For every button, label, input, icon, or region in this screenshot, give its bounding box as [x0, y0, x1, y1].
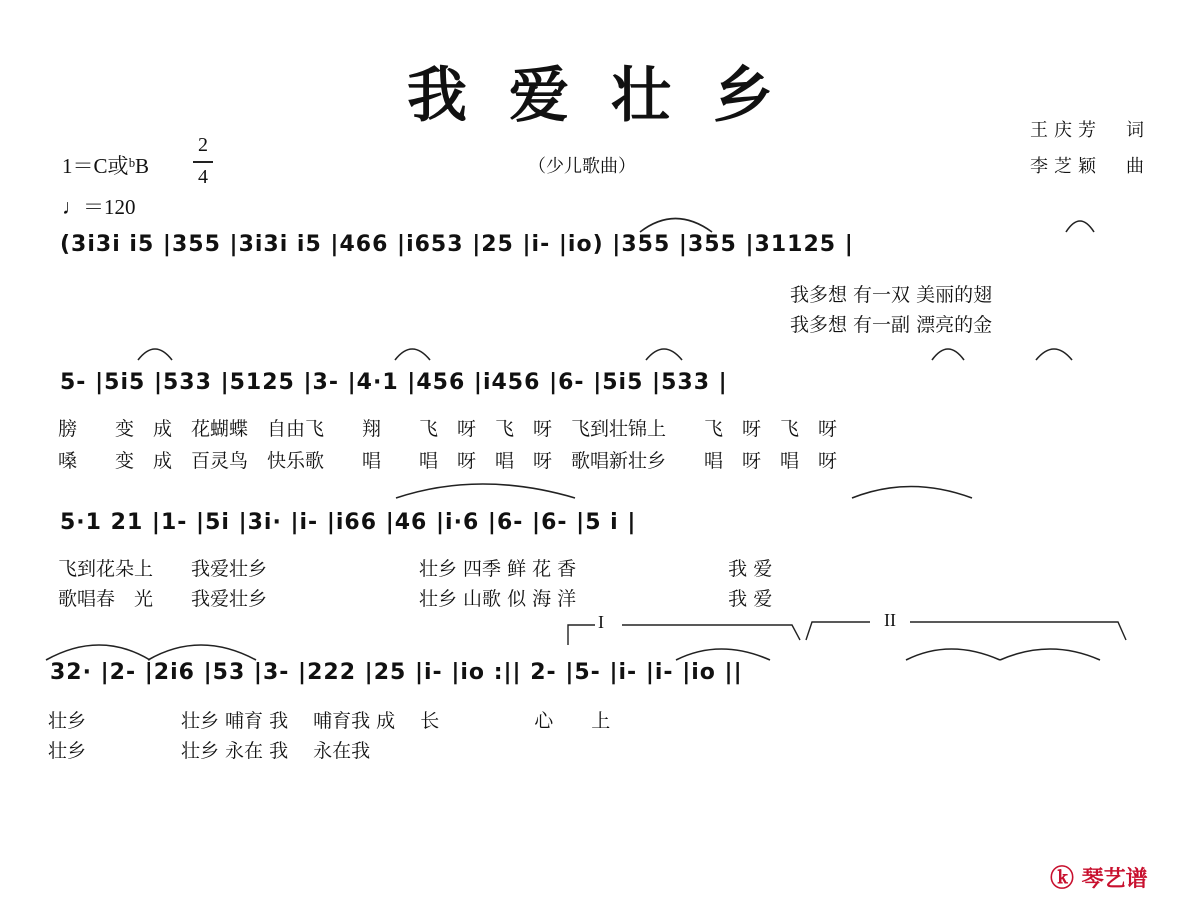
composer-credit: 李芝颖 曲	[1030, 156, 1150, 177]
time-signature-bottom: 4	[198, 166, 208, 188]
lyrics-row-2-verse-1: 膀 变 成 花蝴蝶 自由飞 翔 飞 呀 飞 呀 飞到壮锦上 飞 呀 飞 呀	[58, 418, 838, 440]
notation-row-3: 5·1 21 |1- |5i |3i· |i- |i66 |46 |i·6 |6- |6- |5 i |	[60, 510, 637, 535]
song-subtitle: （少儿歌曲）	[528, 156, 636, 177]
lyrics-row-4-verse-2: 壮乡 壮乡 永在 我 永在我	[48, 740, 371, 762]
song-title: 我爱壮乡	[407, 61, 815, 131]
watermark-logo: ⓚ 琴艺谱	[1050, 864, 1148, 892]
quarter-note-icon: ♩	[62, 195, 83, 219]
lyricist-credit: 王庆芳 词	[1030, 120, 1150, 141]
notation-row-2: 5- |5i5 |533 |5125 |3- |4·1 |456 |i456 |6- |5i5 |533 |	[60, 370, 728, 395]
tempo-marking: ♩＝120	[62, 195, 136, 219]
key-signature: 1＝C或ᵇB	[62, 154, 150, 178]
time-signature-top: 2	[198, 134, 208, 156]
lyrics-row-4-verse-1: 壮乡 壮乡 哺育 我 哺育我 成 长 心 上	[48, 710, 611, 732]
notation-row-4: 32· |2- |2i6 |53 |3- |222 |25 |i- |io :|| 2- |5- |i- |i- |io ||	[50, 660, 743, 685]
lyrics-row-2-verse-2: 嗓 变 成 百灵鸟 快乐歌 唱 唱 呀 唱 呀 歌唱新壮乡 唱 呀 唱 呀	[58, 450, 838, 472]
volta-2-label: II	[884, 610, 896, 630]
lyrics-row-1-verse-1: 我多想 有一双 美丽的翅	[790, 284, 993, 306]
lyrics-row-3-verse-2: 歌唱春 光 我爱壮乡 壮乡 山歌 似 海 洋 我 爱	[58, 588, 773, 610]
notation-row-1: (3i3i i5 |355 |3i3i i5 |466 |i653 |25 |i- |io) |355 |355 |31125 |	[60, 232, 854, 257]
volta-1-label: I	[598, 612, 604, 632]
qinyipu-logo-icon: ⓚ	[1050, 864, 1074, 892]
lyrics-row-3-verse-1: 飞到花朵上 我爱壮乡 壮乡 四季 鲜 花 香 我 爱	[58, 558, 773, 580]
lyrics-row-1-verse-2: 我多想 有一副 漂亮的金	[790, 314, 993, 336]
